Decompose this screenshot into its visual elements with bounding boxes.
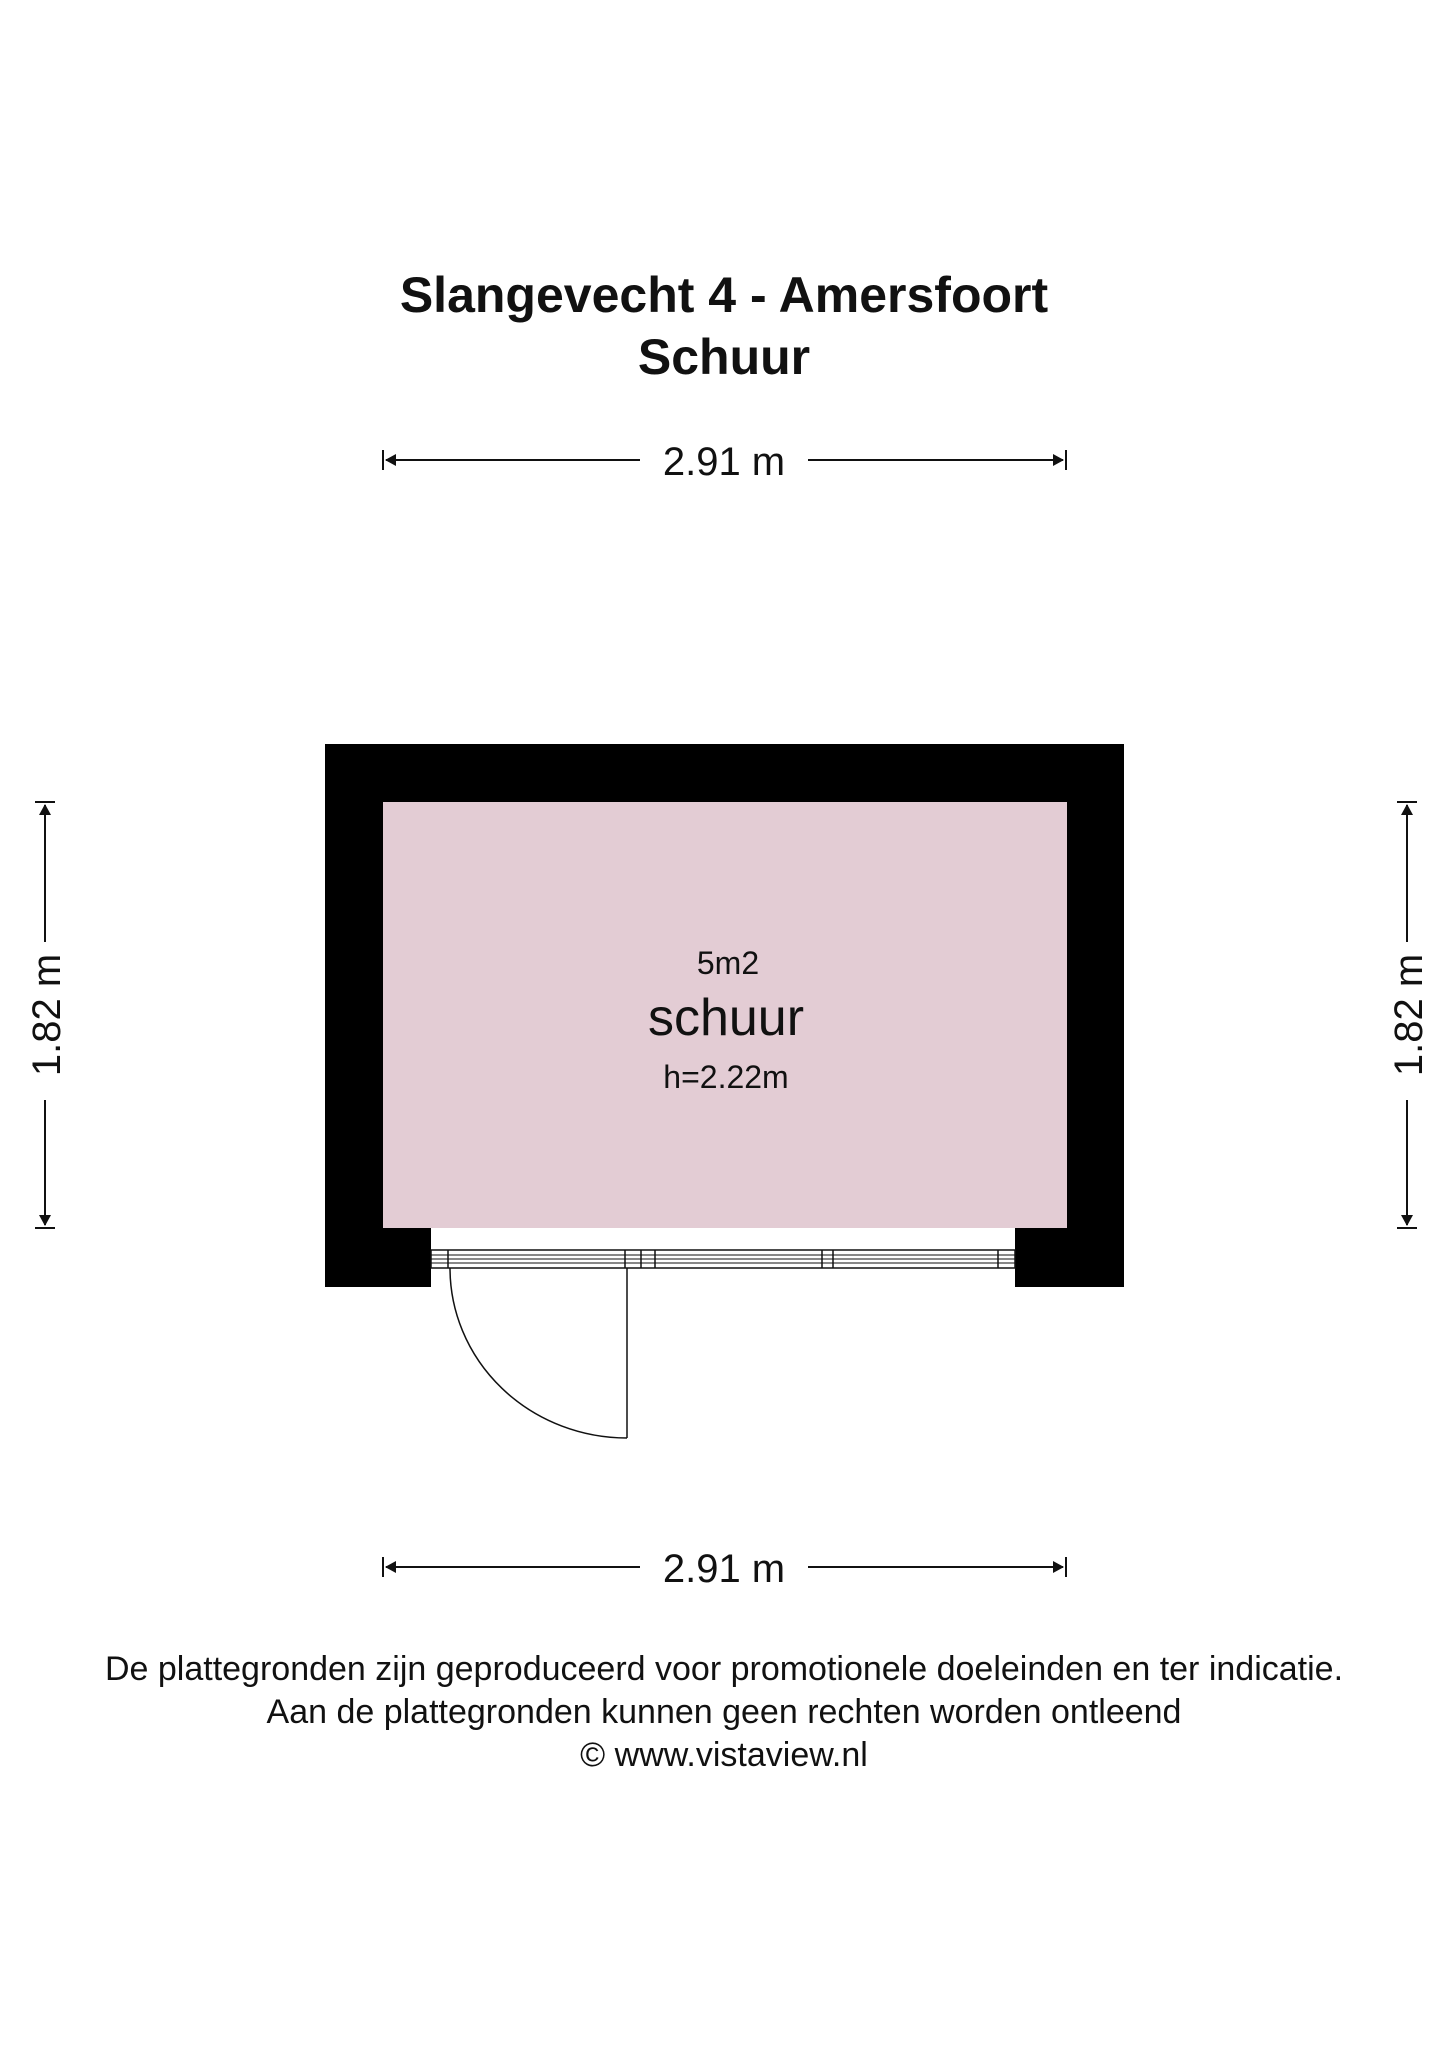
dimension-top-label: 2.91 m	[662, 440, 786, 484]
plan-address-title: Slangevecht 4 - Amersfoort	[399, 267, 1049, 323]
dimension-left-label: 1.82 m	[25, 953, 69, 1077]
dimension-left	[25, 802, 69, 1228]
dimension-right-label: 1.82 m	[1387, 953, 1431, 1077]
plan-floor-title: Schuur	[637, 329, 811, 385]
room-area-label: 5m2	[696, 945, 760, 981]
dimension-right	[1387, 802, 1431, 1228]
front-glazing	[431, 1250, 1015, 1268]
dimension-bottom	[383, 1547, 1066, 1591]
disclaimer-line-1: De plattegronden zijn geproduceerd voor promotionele doeleinden en ter indicatie.	[104, 1650, 1344, 1688]
disclaimer-line-2: Aan de plattegronden kunnen geen rechten worden ontleend	[266, 1693, 1182, 1731]
room-name-label: schuur	[647, 989, 805, 1047]
room-height-label: h=2.22m	[663, 1059, 789, 1095]
dimension-top	[383, 440, 1066, 484]
door-swing	[450, 1268, 627, 1438]
dimension-bottom-label: 2.91 m	[662, 1547, 786, 1591]
copyright-link[interactable]: © www.vistaview.nl	[580, 1736, 868, 1774]
